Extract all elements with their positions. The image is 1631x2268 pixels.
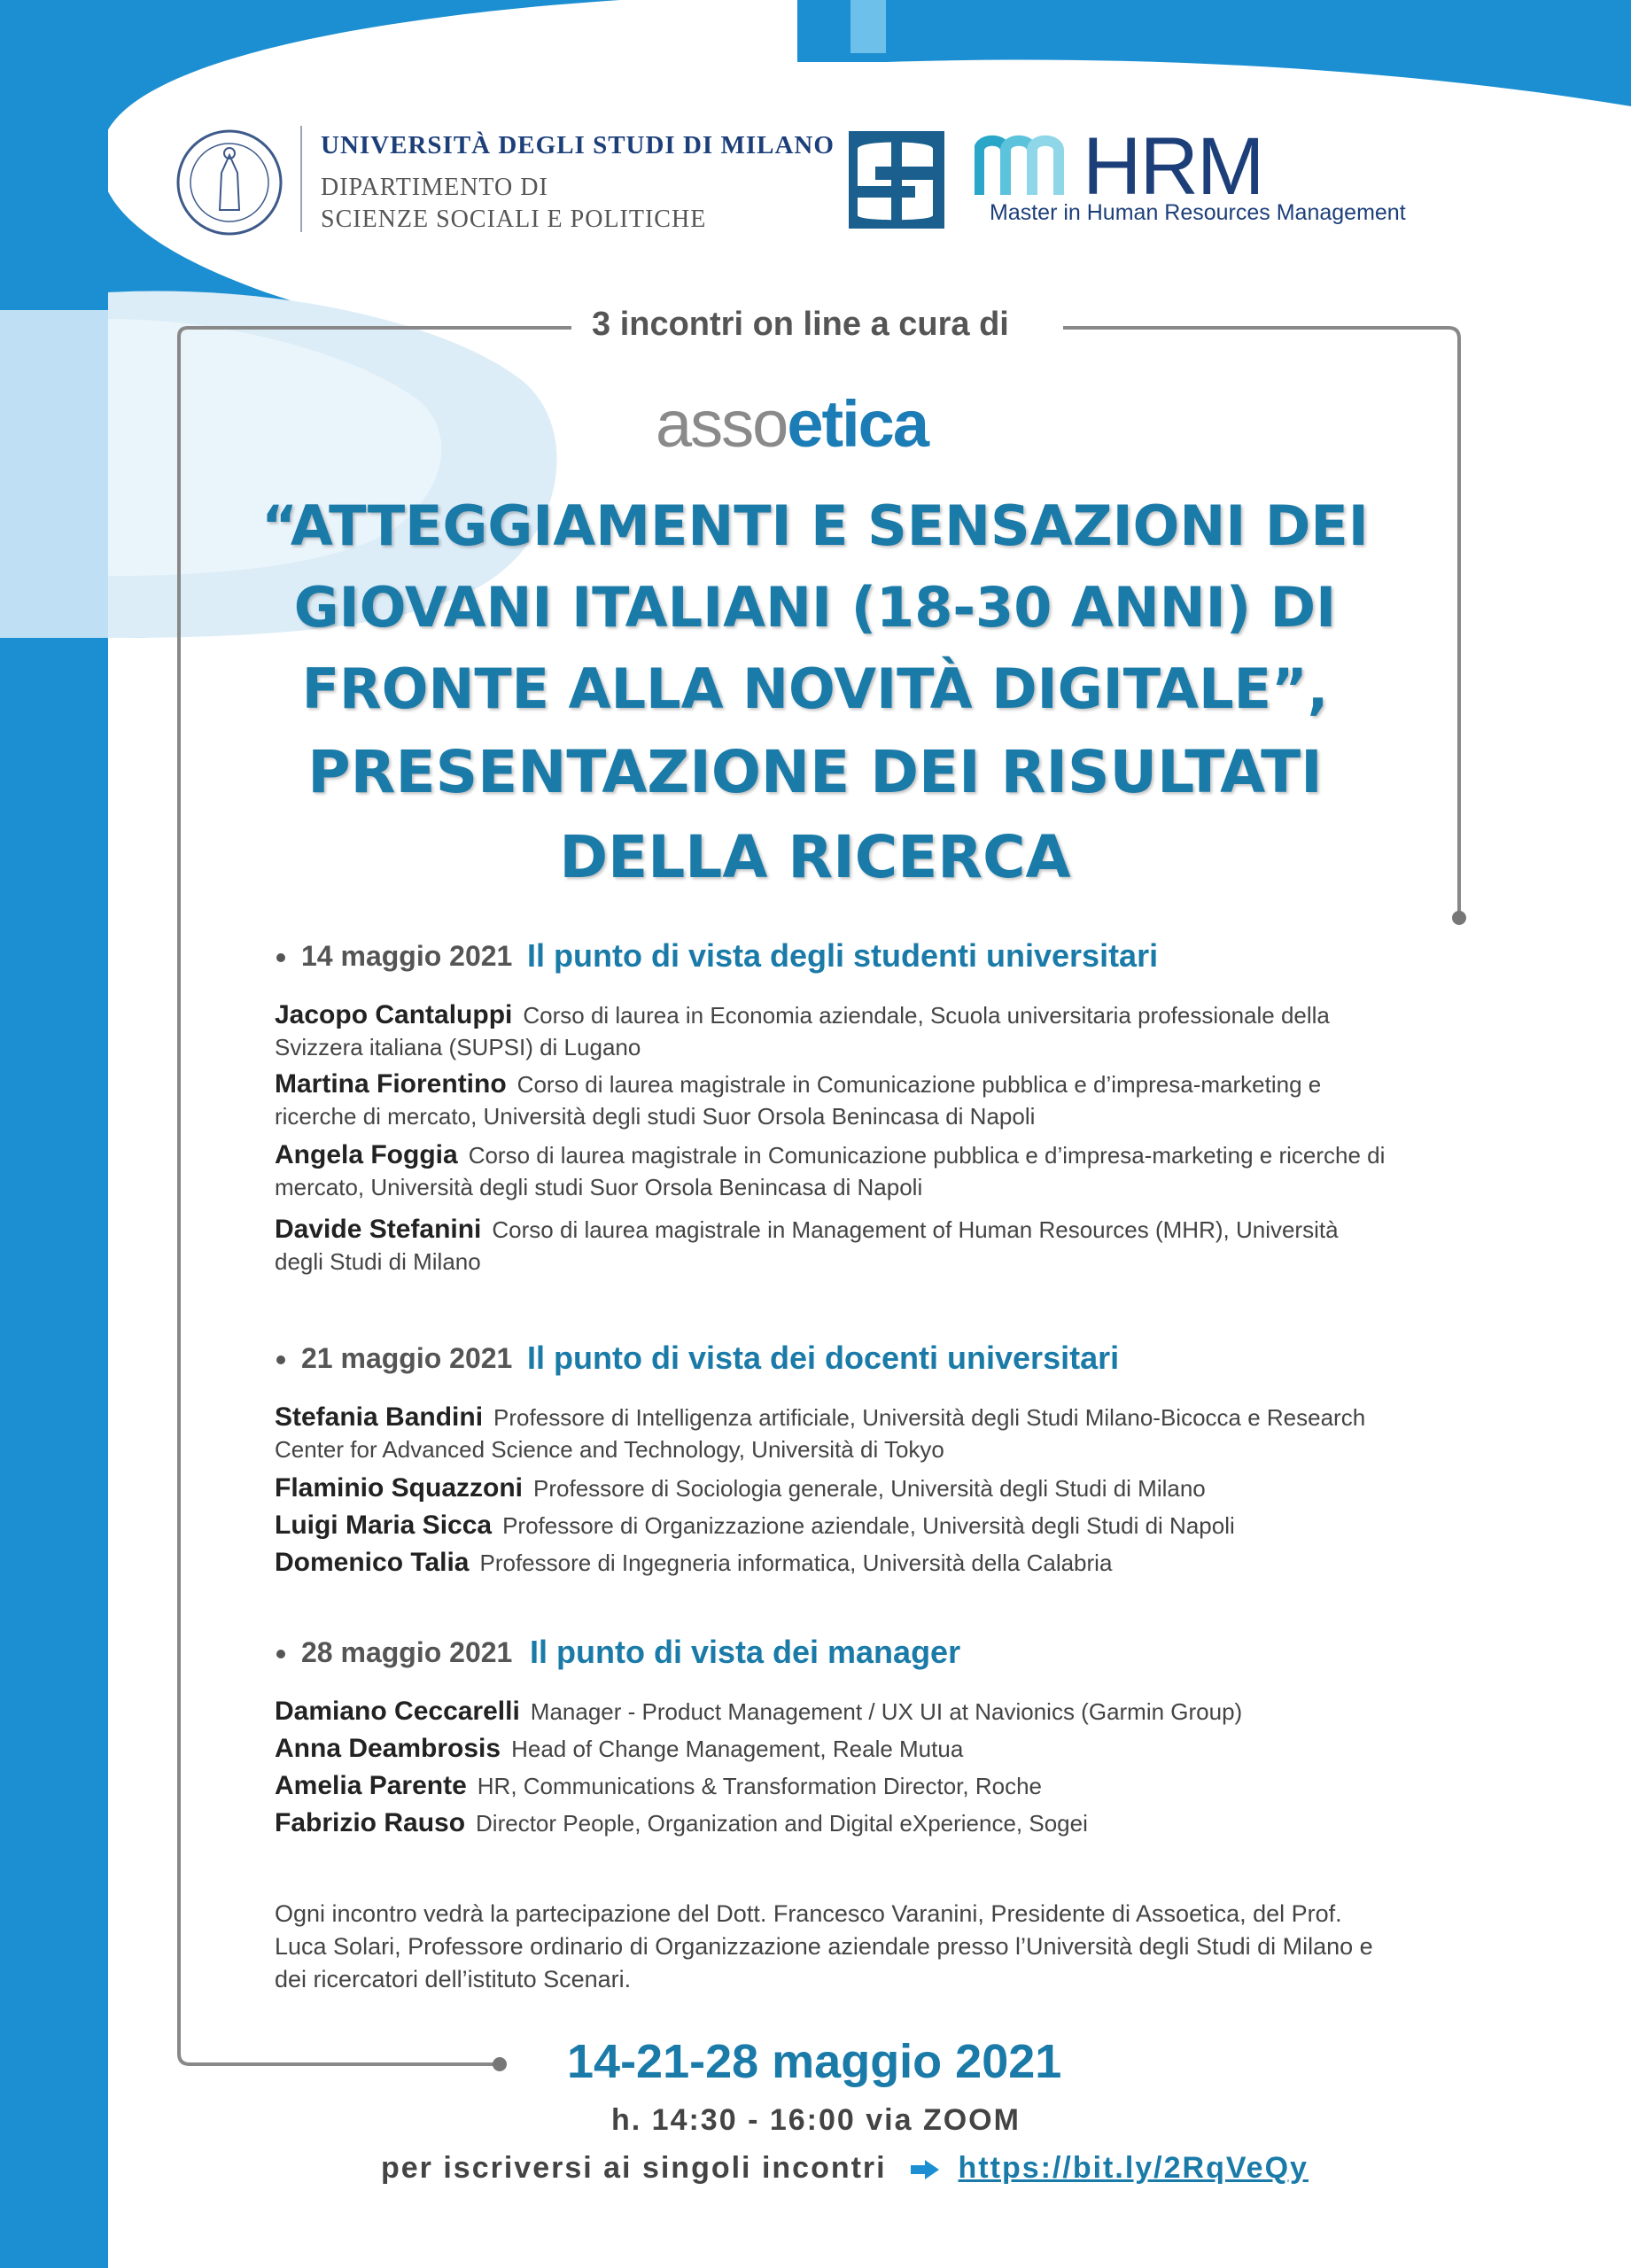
speaker-entry	[275, 1402, 1391, 1465]
bullet-icon	[276, 1650, 285, 1658]
speaker-entry	[275, 1547, 1391, 1579]
speaker-entry	[275, 999, 1391, 1063]
speaker-name: Anna Deambrosis	[275, 1734, 501, 1763]
speaker-name: Damiano Ceccarelli	[275, 1697, 520, 1726]
session-date: 21 maggio 2021	[301, 1342, 513, 1374]
speaker-role: Manager - Product Management / UX UI at Navionics (Garmin Group)	[530, 1698, 1243, 1725]
speaker-role: Professore di Sociologia generale, Università degli Studi di Milano	[533, 1475, 1206, 1502]
speaker-entry	[275, 1696, 1391, 1728]
hrm-logo-text: HRM	[1083, 121, 1263, 212]
speaker-role: Head of Change Management, Reale Mutua	[511, 1736, 964, 1762]
event-time: h. 14:30 - 16:00 via ZOOM	[611, 2103, 1021, 2137]
register-label: per iscriversi ai singoli incontri	[381, 2151, 887, 2185]
closing-text: Ogni incontro vedrà la partecipazione del Dott. Francesco Varanini, Presidente di Assoetica, del Prof. Luca Solari, Professore ordinario di Organizzazione aziendale presso l’Università degli Studi di Milano e dei ricercatori dell’istituto Scenari.	[275, 1900, 1373, 1992]
title-line-2: GIOVANI ITALIANI (18-30 ANNI) DI	[293, 575, 1337, 640]
event-title	[195, 485, 1435, 900]
bullet-icon	[276, 1355, 285, 1364]
speaker-role: Director People, Organization and Digital eXperience, Sogei	[476, 1810, 1088, 1837]
speaker-role: Corso di laurea magistrale in Comunicazione pubblica e d’impresa-marketing e ricerche di mercato, Università degli studi Suor Orsola Benincasa di Napoli	[275, 1142, 1386, 1200]
session-title: Il punto di vista degli studenti universitari	[527, 937, 1159, 974]
session-date: 28 maggio 2021	[301, 1636, 513, 1668]
speaker-role: Professore di Intelligenza artificiale, Università degli Studi Milano-Bicocca e Research Center for Advanced Science and Technology, Università di Tokyo	[275, 1404, 1366, 1463]
speaker-role: Professore di Organizzazione aziendale, Università degli Studi di Napoli	[502, 1512, 1235, 1539]
organizer-prefix: asso	[656, 387, 788, 461]
university-name: UNIVERSITÀ DEGLI STUDI DI MILANO	[321, 131, 835, 159]
speaker-name: Domenico Talia	[275, 1548, 470, 1577]
speaker-name: Amelia Parente	[275, 1771, 467, 1800]
speaker-role: Corso di laurea in Economia aziendale, Scuola universitaria professionale della Svizzera italiana (SUPSI) di Lugano	[275, 1002, 1330, 1060]
title-line-1: “ATTEGGIAMENTI E SENSAZIONI DEI	[261, 493, 1369, 558]
speaker-name: Martina Fiorentino	[275, 1069, 507, 1099]
event-dates: 14-21-28 maggio 2021	[567, 2035, 1062, 2088]
speaker-entry	[275, 1733, 1391, 1765]
speaker-name: Jacopo Cantaluppi	[275, 1000, 513, 1029]
speaker-role: Professore di Ingegneria informatica, Università della Calabria	[479, 1550, 1113, 1576]
speaker-entry	[275, 1139, 1391, 1203]
hrm-subtitle: Master in Human Resources Management	[990, 200, 1406, 225]
bullet-icon	[276, 953, 285, 962]
title-line-5: DELLA RICERCA	[559, 823, 1071, 891]
speaker-entry	[275, 1770, 1391, 1802]
speaker-role: Corso di laurea magistrale in Management of Human Resources (MHR), Università degli Studi di Milano	[275, 1216, 1339, 1275]
speaker-role: Corso di laurea magistrale in Comunicazione pubblica e d’impresa-marketing e ricerche di mercato, Università degli studi Suor Orsola Benincasa di Napoli	[275, 1071, 1322, 1130]
department-name: DIPARTIMENTO DI SCIENZE SOCIALI E POLITICHE	[321, 174, 707, 233]
session-title: Il punto di vista dei manager	[530, 1634, 961, 1670]
organizer-logo	[656, 386, 928, 462]
speaker-name: Stefania Bandini	[275, 1402, 484, 1432]
speaker-name: Angela Foggia	[275, 1140, 458, 1169]
intro-text: 3 incontri on line a cura di	[583, 306, 1018, 344]
register-line	[381, 2151, 1309, 2186]
speaker-entry	[275, 1214, 1391, 1278]
speaker-entry	[275, 1807, 1391, 1839]
title-line-4: PRESENTAZIONE DEI RISULTATI	[307, 738, 1323, 806]
speaker-name: Davide Stefanini	[275, 1215, 482, 1244]
arrow-right-icon	[909, 2158, 941, 2181]
speaker-name: Luigi Maria Sicca	[275, 1511, 493, 1540]
organizer-suffix: etica	[787, 387, 928, 461]
speaker-name: Fabrizio Rauso	[275, 1808, 466, 1837]
speaker-entry	[275, 1472, 1391, 1504]
register-link[interactable]: https://bit.ly/2RqVeQy	[958, 2151, 1309, 2185]
session-title: Il punto di vista dei docenti universitari	[527, 1340, 1120, 1376]
session-date: 14 maggio 2021	[301, 940, 513, 972]
speaker-entry	[275, 1068, 1391, 1132]
speaker-name: Flaminio Squazzoni	[275, 1473, 524, 1503]
speaker-role: HR, Communications & Transformation Director, Roche	[477, 1773, 1043, 1799]
title-line-3: FRONTE ALLA NOVITÀ DIGITALE”,	[301, 656, 1329, 721]
speaker-entry	[275, 1510, 1391, 1542]
